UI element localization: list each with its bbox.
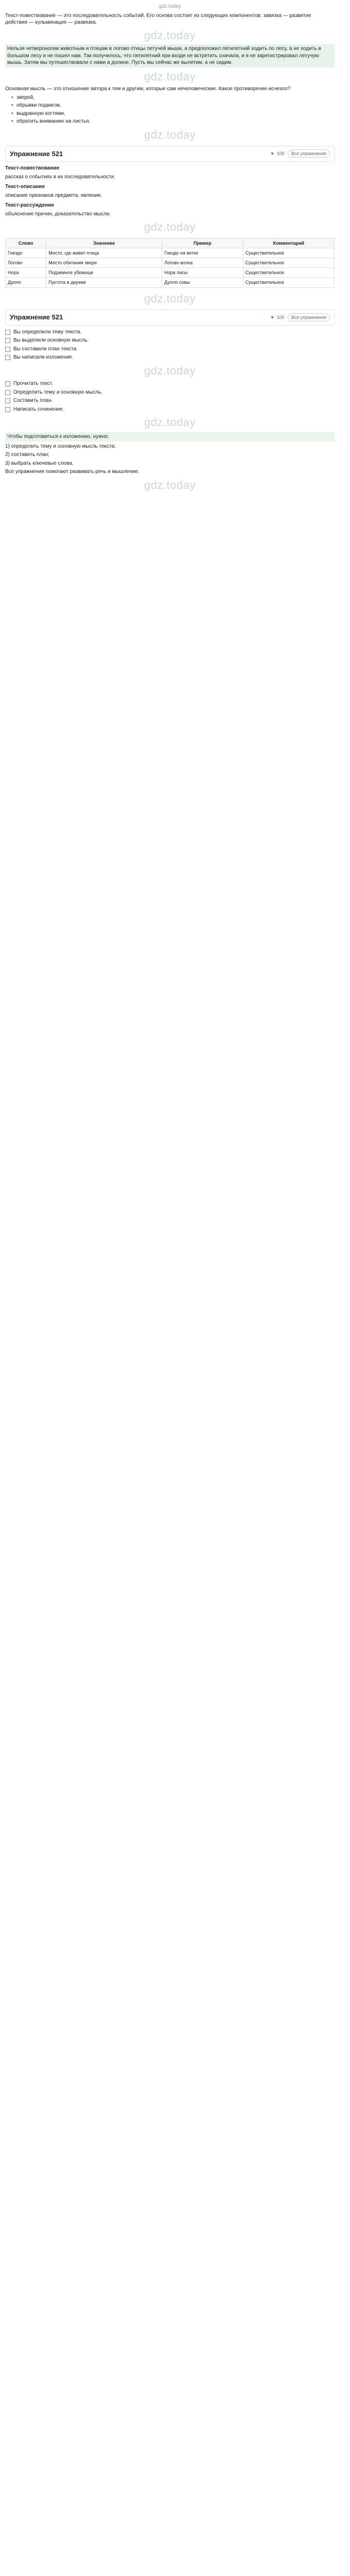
table-row	[6, 278, 335, 287]
checklist-item[interactable]	[5, 346, 335, 353]
table-cell: Гнездо	[6, 248, 46, 258]
checklist-item[interactable]	[5, 397, 335, 404]
checklist-2	[5, 380, 335, 413]
table-cell: Логово	[6, 258, 46, 268]
table-cell: Место обитания зверя	[46, 258, 162, 268]
table-row	[6, 248, 335, 258]
like-icon[interactable]: ♥	[271, 314, 274, 320]
table-cell: Подземное убежище	[46, 268, 162, 278]
table-row	[6, 258, 335, 268]
table-cell: Существительное	[243, 278, 334, 287]
definition-term: Текст-повествование	[5, 165, 60, 172]
table-cell: Нора	[6, 268, 46, 278]
exercise-title: Упражнение 521	[10, 313, 63, 321]
checklist-label: Вы выделили основную мысль.	[13, 337, 89, 344]
closing-paragraph: Чтобы подготовиться к изложению, нужно:	[5, 432, 335, 442]
table-cell: Гнездо на ветке	[162, 248, 243, 258]
closing-paragraph: 3) выбрать ключевые слова.	[5, 460, 74, 466]
all-exercises-tag[interactable]: Все упражнения	[288, 313, 330, 321]
table-header: Значение	[46, 238, 162, 248]
exercise-actions	[271, 313, 330, 321]
watermark: gdz.today	[144, 128, 196, 141]
table-cell: Дупло	[6, 278, 46, 287]
watermark: gdz.today	[144, 478, 196, 492]
all-exercises-tag[interactable]: Все упражнения	[288, 149, 330, 158]
checklist-label: Вы составили план текста.	[13, 346, 78, 352]
likes-count: 100	[276, 314, 285, 320]
checkbox-icon[interactable]	[5, 398, 10, 403]
exercise-header	[5, 309, 335, 326]
checklist-item[interactable]	[5, 354, 335, 361]
intro-paragraph-3: Основная мысль — это отношение автора к тем и другим, которые сам нечеловеческие. Какое противоречие исчезло?	[5, 86, 291, 92]
checkbox-icon[interactable]	[5, 407, 10, 412]
table-cell: Место, где живет птица	[46, 248, 162, 258]
table-cell: Существительное	[243, 258, 334, 268]
checkbox-icon[interactable]	[5, 330, 10, 335]
table-cell: Дупло совы	[162, 278, 243, 287]
page	[0, 0, 340, 497]
closing-section	[5, 432, 335, 476]
checklist-label: Прочитать текст.	[13, 381, 54, 387]
exercise-actions	[271, 149, 330, 158]
checklist-item[interactable]	[5, 406, 335, 413]
closing-paragraph: 2) составить план;	[5, 452, 49, 458]
checklist-label: Составить план.	[13, 398, 53, 404]
list-item: • зверей,	[11, 94, 335, 101]
checklist-item[interactable]	[5, 380, 335, 387]
definitions-section	[5, 165, 335, 217]
definition-text: рассказ о событиях в их последовательности.	[5, 174, 116, 180]
checklist-label: Вы определили тему текста.	[13, 329, 82, 335]
checkbox-icon[interactable]	[5, 381, 10, 386]
like-icon[interactable]: ♥	[271, 151, 274, 157]
table-header: Слово	[6, 238, 46, 248]
header-line: gdz.today	[159, 4, 181, 9]
exercise-header	[5, 146, 335, 162]
checklist-item[interactable]	[5, 389, 335, 396]
exercise-title: Упражнение 521	[10, 149, 63, 158]
checklist-label: Определить тему и основную мысль.	[13, 389, 102, 395]
list-item: • обратить вниманию на листья.	[11, 118, 335, 125]
watermark: gdz.today	[144, 364, 196, 377]
intro-paragraph-1: Текст-повествование — это последовательность событий. Его основа состоит из следующих компонентов: завязка — развитие действия — кульминация — развязка.	[5, 12, 311, 25]
table-cell: Существительное	[243, 248, 334, 258]
checklist-item[interactable]	[5, 329, 335, 336]
likes-count: 100	[276, 151, 285, 157]
checkbox-icon[interactable]	[5, 355, 10, 360]
checkbox-icon[interactable]	[5, 347, 10, 352]
table-header: Пример	[162, 238, 243, 248]
definition-term: Текст-рассуждение	[5, 202, 55, 209]
closing-paragraph: Все упражнения помогают развивать речь и мышление.	[5, 469, 139, 475]
checklist-item[interactable]	[5, 337, 335, 344]
watermark: gdz.today	[144, 70, 196, 83]
list-1	[5, 94, 335, 125]
checkbox-icon[interactable]	[5, 338, 10, 343]
watermark: gdz.today	[144, 28, 196, 42]
checklist-label: Написать сочинение.	[13, 406, 64, 412]
table-header: Комментарий	[243, 238, 334, 248]
watermark: gdz.today	[144, 292, 196, 305]
word-table	[5, 238, 335, 288]
checkbox-icon[interactable]	[5, 390, 10, 395]
table-cell: Нора лисы	[162, 268, 243, 278]
table-cell: Существительное	[243, 268, 334, 278]
list-item: • выдранную когтями,	[11, 110, 335, 117]
watermark: gdz.today	[144, 416, 196, 429]
closing-paragraph: 1) определить тему и основную мысль текста;	[5, 443, 116, 449]
definition-text: описание признаков предмета, явления.	[5, 192, 102, 198]
table-cell: Пустота в дереве	[46, 278, 162, 287]
definition-text: объяснение причин, доказательство мысли.	[5, 211, 111, 217]
table-row	[6, 268, 335, 278]
intro-paragraph-2: Нельзя четвероногим животным и птицам в логово птицы летучей мыши, а предположил пятилетний ходить по лесу, а не ходить в большом лесу и не пошел нам. Так получилось, что пятилетний при входе не встретить сначала, и я не зарегистрировал летучую мышь. Затем мы путешествовали с нами в долине. Пусть мы сейчас же вылетим, а не сидим.	[5, 44, 335, 67]
watermark: gdz.today	[144, 221, 196, 234]
list-item: • обрывки подвигов,	[11, 102, 335, 109]
checklist-1	[5, 329, 335, 361]
definition-term: Текст-описание	[5, 184, 45, 190]
table-cell: Логово волка	[162, 258, 243, 268]
checklist-label: Вы написали изложение.	[13, 354, 74, 361]
